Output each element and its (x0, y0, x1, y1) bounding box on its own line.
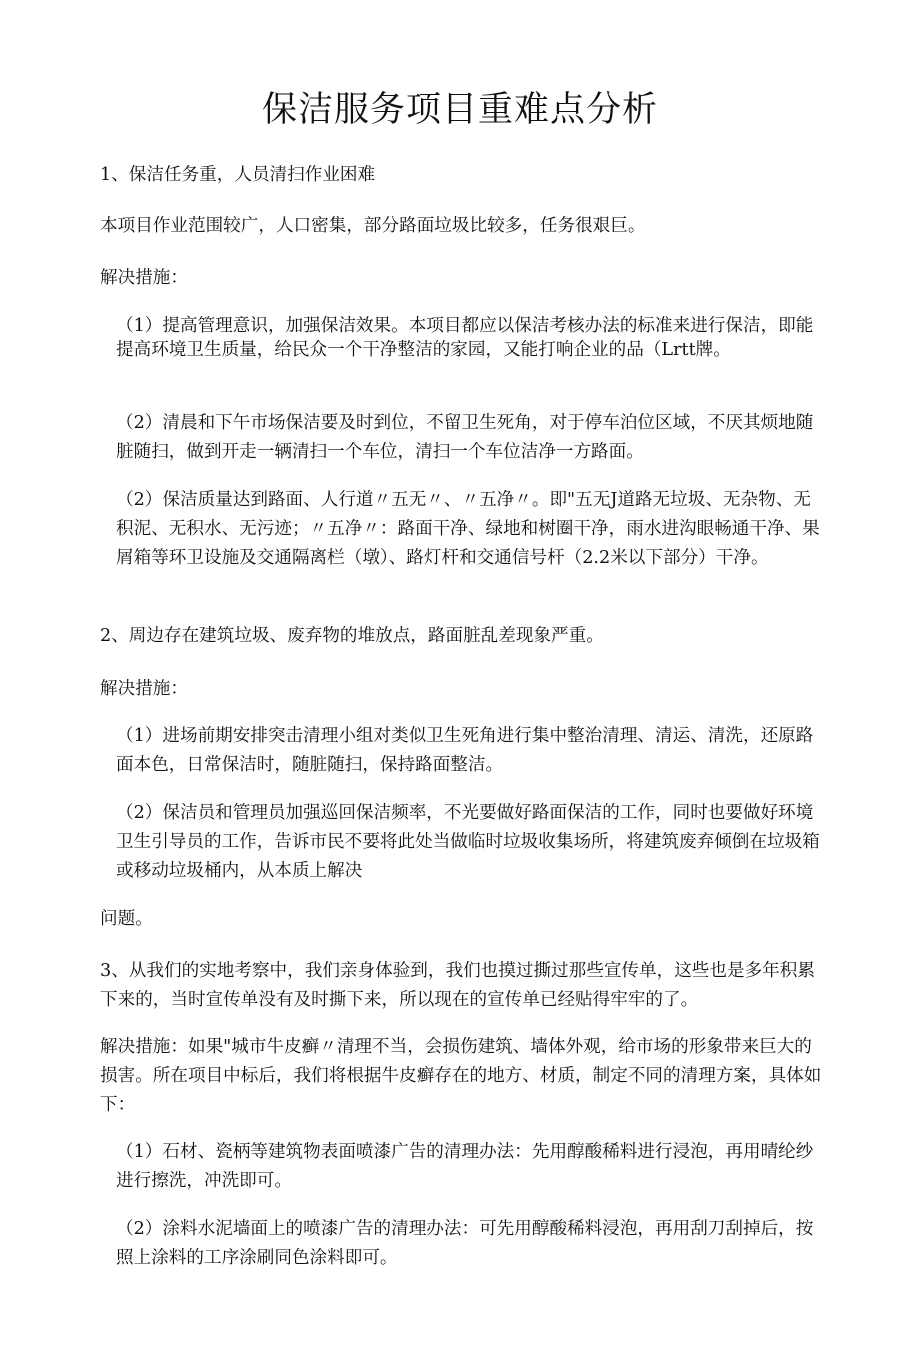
body-paragraph: 问题。 (100, 909, 153, 929)
measure-paragraph: （2）涂料水泥墙面上的喷漆广告的清理办法：可先用醇酸稀料浸泡，再用刮刀刮掉后，按照上涂料的工序涂刷同色涂料即可。 (116, 1219, 814, 1268)
solution-label: 解决措施： (100, 268, 188, 288)
solution-label: 解决措施： (100, 679, 188, 699)
measure-paragraph: （2）清晨和下午市场保洁要及时到位，不留卫生死角，对于停车泊位区域，不厌其烦地随脏随扫，做到开走一辆清扫一个车位，清扫一个车位洁净一方路面。 (116, 413, 814, 462)
section-heading-1: 1、保洁任务重，人员清扫作业困难 (100, 165, 376, 185)
measure-paragraph: （1）石材、瓷柄等建筑物表面喷漆广告的清理办法：先用醇酸稀料进行浸泡，再用晴纶纱进行擦洗，冲洗即可。 (116, 1142, 814, 1191)
page-title: 保洁服务项目重难点分析 (261, 90, 658, 130)
measure-paragraph: （1）提高管理意识，加强保洁效果。本项目都应以保洁考核办法的标准来进行保洁，即能提高环境卫生质量，给民众一个干净整洁的家园，又能打响企业的品（Lrtt牌。 (116, 316, 814, 360)
measure-paragraph: （2）保洁质量达到路面、人行道〃五无〃、〃五净〃。即"五无J道路无垃圾、无杂物、无积泥、无积水、无污迹；〃五净〃：路面干净、绿地和树圈干净，雨水进沟眼畅通干净、果屑箱等环卫设施及交通隔离栏（墩）、路灯杆和交通信号杆（2.2米以下部分）干净。 (116, 490, 820, 568)
solution-paragraph: 解决措施：如果"城市牛皮癣〃清理不当，会损伤建筑、墙体外观，给市场的形象带来巨大的损害。所在项目中标后，我们将根据牛皮癣存在的地方、材质，制定不同的清理方案，具体如下： (100, 1037, 822, 1115)
body-paragraph: 本项目作业范围较广，人口密集，部分路面垃圾比较多，任务很艰巨。 (100, 216, 646, 236)
measure-paragraph: （1）进场前期安排突击清理小组对类似卫生死角进行集中整治清理、清运、清洗，还原路面本色，日常保洁时，随脏随扫，保持路面整洁。 (116, 726, 814, 775)
section-heading-3: 3、从我们的实地考察中，我们亲身体验到，我们也摸过撕过那些宣传单，这些也是多年积累下来的，当时宣传单没有及时撕下来，所以现在的宣传单已经贴得牢牢的了。 (100, 961, 815, 1010)
section-heading-2: 2、周边存在建筑垃圾、废弃物的堆放点，路面脏乱差现象严重。 (100, 626, 604, 646)
measure-paragraph: （2）保洁员和管理员加强巡回保洁频率，不光要做好路面保洁的工作，同时也要做好环境卫生引导员的工作，告诉市民不要将此处当做临时垃圾收集场所，将建筑废弃倾倒在垃圾箱或移动垃圾桶内，从本质上解决 (116, 803, 820, 881)
